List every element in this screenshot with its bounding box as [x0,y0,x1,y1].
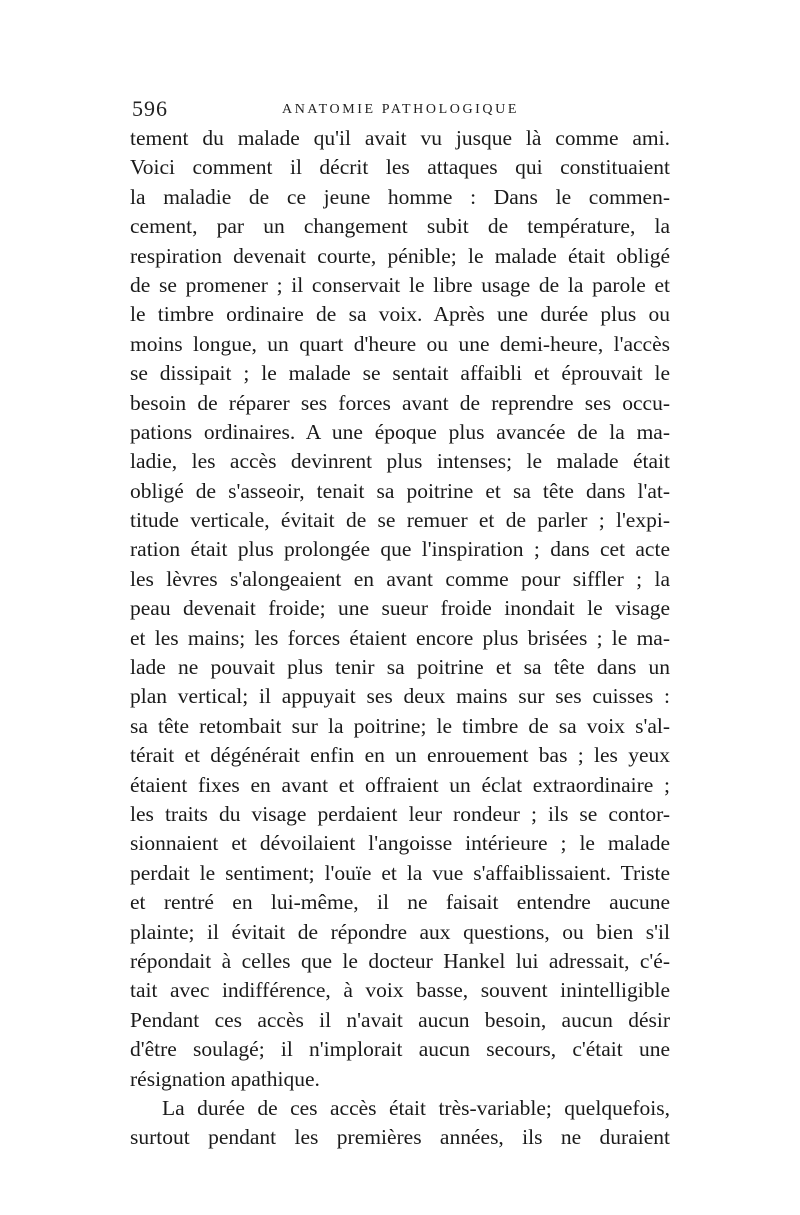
text-line: et rentré en lui-même, il ne faisait entendre aucune [130,890,670,915]
text-line: tement du malade qu'il avait vu jusque là comme ami. [130,126,670,150]
text-line: sa tête retombait sur la poitrine; le timbre de sa voix s'al- [130,713,670,738]
text-line: plan vertical; il appuyait ses deux mains sur ses cuisses : [130,684,670,709]
text-line: se dissipait ; le malade se sentait affaibli et éprouvait le [130,361,670,386]
text-line: sionnaient et dévoilaient l'angoisse intérieure ; le malade [130,831,670,856]
text-line: perdait le sentiment; l'ouïe et la vue s'affaiblissaient. Triste [130,860,670,885]
text-line: besoin de réparer ses forces avant de reprendre ses occu- [130,390,670,415]
text-line: les traits du visage perdaient leur rondeur ; ils se contor- [130,801,670,826]
text-line: ladie, les accès devinrent plus intenses; le malade était [130,449,670,474]
text-line: titude verticale, évitait de se remuer et de parler ; l'expi- [130,508,670,533]
text-line: le timbre ordinaire de sa voix. Après une durée plus ou [130,302,670,327]
text-line: cement, par un changement subit de température, la [130,214,670,239]
text-line: respiration devenait courte, pénible; le malade était obligé [130,243,670,268]
text-line: étaient fixes en avant et offraient un éclat extraordinaire ; [130,772,670,797]
text-line: Pendant ces accès il n'avait aucun besoin, aucun désir [130,1007,670,1032]
page-number: 596 [132,96,168,121]
text-line: térait et dégénérait enfin en un enrouement bas ; les yeux [130,743,670,768]
text-line: d'être soulagé; il n'implorait aucun secours, c'était une [130,1037,670,1062]
text-line: surtout pendant les premières années, ils ne duraient [130,1125,670,1150]
running-head [132,96,672,122]
text-line: Voici comment il décrit les attaques qui constituaient [130,155,670,180]
text-line: moins longue, un quart d'heure ou une demi-heure, l'accès [130,331,670,356]
running-title: ANATOMIE PATHOLOGIQUE [282,102,519,117]
paragraph-last-line: résignation apathique. [130,1066,320,1091]
body-text [130,124,670,1153]
text-line: de se promener ; il conservait le libre usage de la parole et [130,272,670,297]
text-line: répondait à celles que le docteur Hankel lui adressait, c'é- [130,948,670,973]
text-line: obligé de s'asseoir, tenait sa poitrine et sa tête dans l'at- [130,478,670,503]
paragraph-first-line: La durée de ces accès était très-variable; quelquefois, [162,1095,670,1120]
text-line: ration était plus prolongée que l'inspiration ; dans cet acte [130,537,670,562]
text-line: plainte; il évitait de répondre aux questions, ou bien s'il [130,919,670,944]
text-line: la maladie de ce jeune homme : Dans le commen- [130,184,670,209]
text-line: tait avec indifférence, à voix basse, souvent inintelligible [130,978,670,1003]
text-line: peau devenait froide; une sueur froide inondait le visage [130,596,670,621]
text-line: lade ne pouvait plus tenir sa poitrine et sa tête dans un [130,655,670,680]
text-line: les lèvres s'alongeaient en avant comme pour siffler ; la [130,566,670,591]
text-line: pations ordinaires. A une époque plus avancée de la ma- [130,419,670,444]
text-line: et les mains; les forces étaient encore plus brisées ; le ma- [130,625,670,650]
